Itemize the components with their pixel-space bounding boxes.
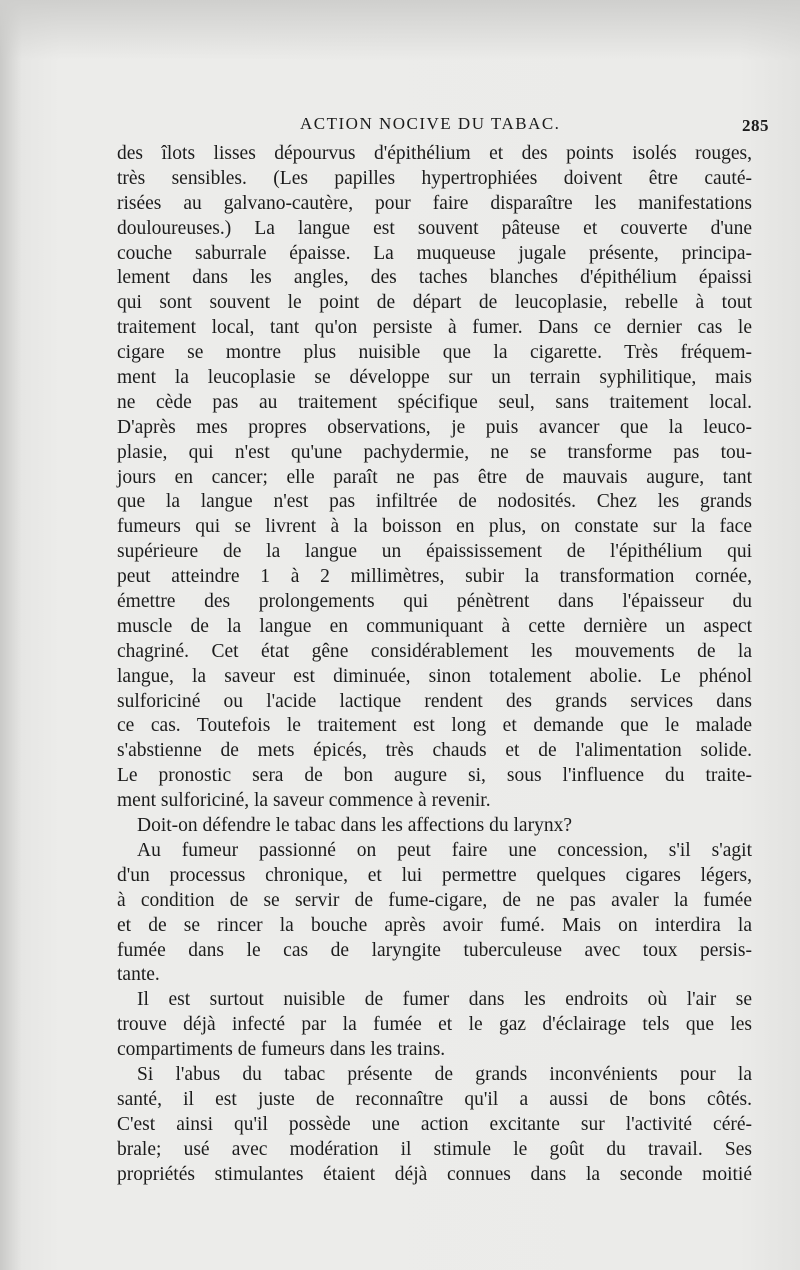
text-line: compartiments de fumeurs dans les trains.: [117, 1039, 446, 1061]
text-line: Il est surtout nuisible de fumer dans les endroits où l'air se: [137, 989, 752, 1011]
text-line: que la langue n'est pas infiltrée de nodosités. Chez les grands: [117, 491, 752, 513]
text-line: lement dans les angles, des taches blanches d'épithélium épaissi: [117, 267, 752, 289]
text-line: Au fumeur passionné on peut faire une concession, s'il s'agit: [137, 839, 752, 861]
text-line: propriétés stimulantes étaient déjà connues dans la seconde moitié: [117, 1163, 752, 1185]
text-line: d'un processus chronique, et lui permettre quelques cigares légers,: [117, 864, 752, 886]
paragraph: [117, 1063, 752, 1187]
text-line: à condition de se servir de fume-cigare, de ne pas avaler la fumée: [117, 889, 752, 911]
text-line: ne cède pas au traitement spécifique seul, sans traitement local.: [117, 391, 752, 413]
text-line: chagriné. Cet état gêne considérablement les mouvements de la: [117, 640, 752, 662]
text-line: langue, la saveur est diminuée, sinon totalement abolie. Le phénol: [117, 665, 752, 687]
text-line: Le pronostic sera de bon augure si, sous l'influence du traite-: [117, 765, 752, 787]
running-title: ACTION NOCIVE DU TABAC.: [300, 114, 561, 133]
text-line: C'est ainsi qu'il possède une action excitante sur l'activité céré-: [117, 1113, 752, 1135]
text-line: qui sont souvent le point de départ de leucoplasie, rebelle à tout: [117, 292, 752, 314]
text-line: s'abstienne de mets épicés, très chauds et de l'alimentation solide.: [117, 740, 752, 762]
text-line: des îlots lisses dépourvus d'épithélium et des points isolés rouges,: [117, 143, 752, 164]
text-line: fumée dans le cas de laryngite tuberculeuse avec toux persis-: [117, 939, 752, 961]
paragraph: [117, 142, 752, 814]
running-head: [0, 114, 800, 138]
text-line: traitement local, tant qu'on persiste à fumer. Dans ce dernier cas le: [117, 317, 752, 339]
text-line: et de se rincer la bouche après avoir fumé. Mais on interdira la: [117, 914, 752, 936]
text-line: cigare se montre plus nuisible que la cigarette. Très fréquem-: [117, 342, 752, 364]
text-line: ce cas. Toutefois le traitement est long et demande que le malade: [117, 715, 752, 737]
text-line: ment sulforiciné, la saveur commence à revenir.: [117, 790, 491, 812]
text-line: brale; usé avec modération il stimule le goût du travail. Ses: [117, 1138, 752, 1160]
text-line: D'après mes propres observations, je puis avancer que la leuco-: [117, 416, 752, 438]
text-line: risées au galvano-cautère, pour faire disparaître les manifestations: [117, 192, 752, 214]
text-line: très sensibles. (Les papilles hypertrophiées doivent être cauté-: [117, 167, 752, 189]
text-line: santé, il est juste de reconnaître qu'il a aussi de bons côtés.: [117, 1088, 752, 1110]
text-line: plasie, qui n'est qu'une pachydermie, ne se transforme pas tou-: [117, 441, 752, 463]
text-line: peut atteindre 1 à 2 millimètres, subir la transformation cornée,: [117, 566, 752, 588]
text-line: ment la leucoplasie se développe sur un terrain syphilitique, mais: [117, 367, 752, 389]
body-text: [117, 142, 752, 1187]
text-line: sulforiciné ou l'acide lactique rendent des grands services dans: [117, 690, 752, 712]
text-line: émettre des prolongements qui pénètrent dans l'épaisseur du: [117, 591, 752, 613]
text-line: trouve déjà infecté par la fumée et le gaz d'éclairage tels que les: [117, 1014, 752, 1036]
page-number: 285: [742, 116, 769, 135]
text-line: jours en cancer; elle paraît ne pas être de mauvais augure, tant: [117, 466, 752, 488]
text-line: tante.: [117, 964, 160, 986]
text-line: supérieure de la langue un épaississement de l'épithélium qui: [117, 541, 752, 563]
text-line: Doit-on défendre le tabac dans les affections du larynx?: [137, 815, 572, 837]
text-line: Si l'abus du tabac présente de grands inconvénients pour la: [137, 1063, 752, 1085]
text-line: douloureuses.) La langue est souvent pâteuse et couverte d'une: [117, 217, 752, 239]
text-line: fumeurs qui se livrent à la boisson en plus, on constate sur la face: [117, 516, 752, 538]
text-line: muscle de la langue en communiquant à cette dernière un aspect: [117, 615, 752, 637]
paragraph: [117, 988, 752, 1063]
paragraph: [117, 814, 752, 839]
paragraph: [117, 839, 752, 988]
text-line: couche saburrale épaisse. La muqueuse jugale présente, principa-: [117, 242, 752, 264]
